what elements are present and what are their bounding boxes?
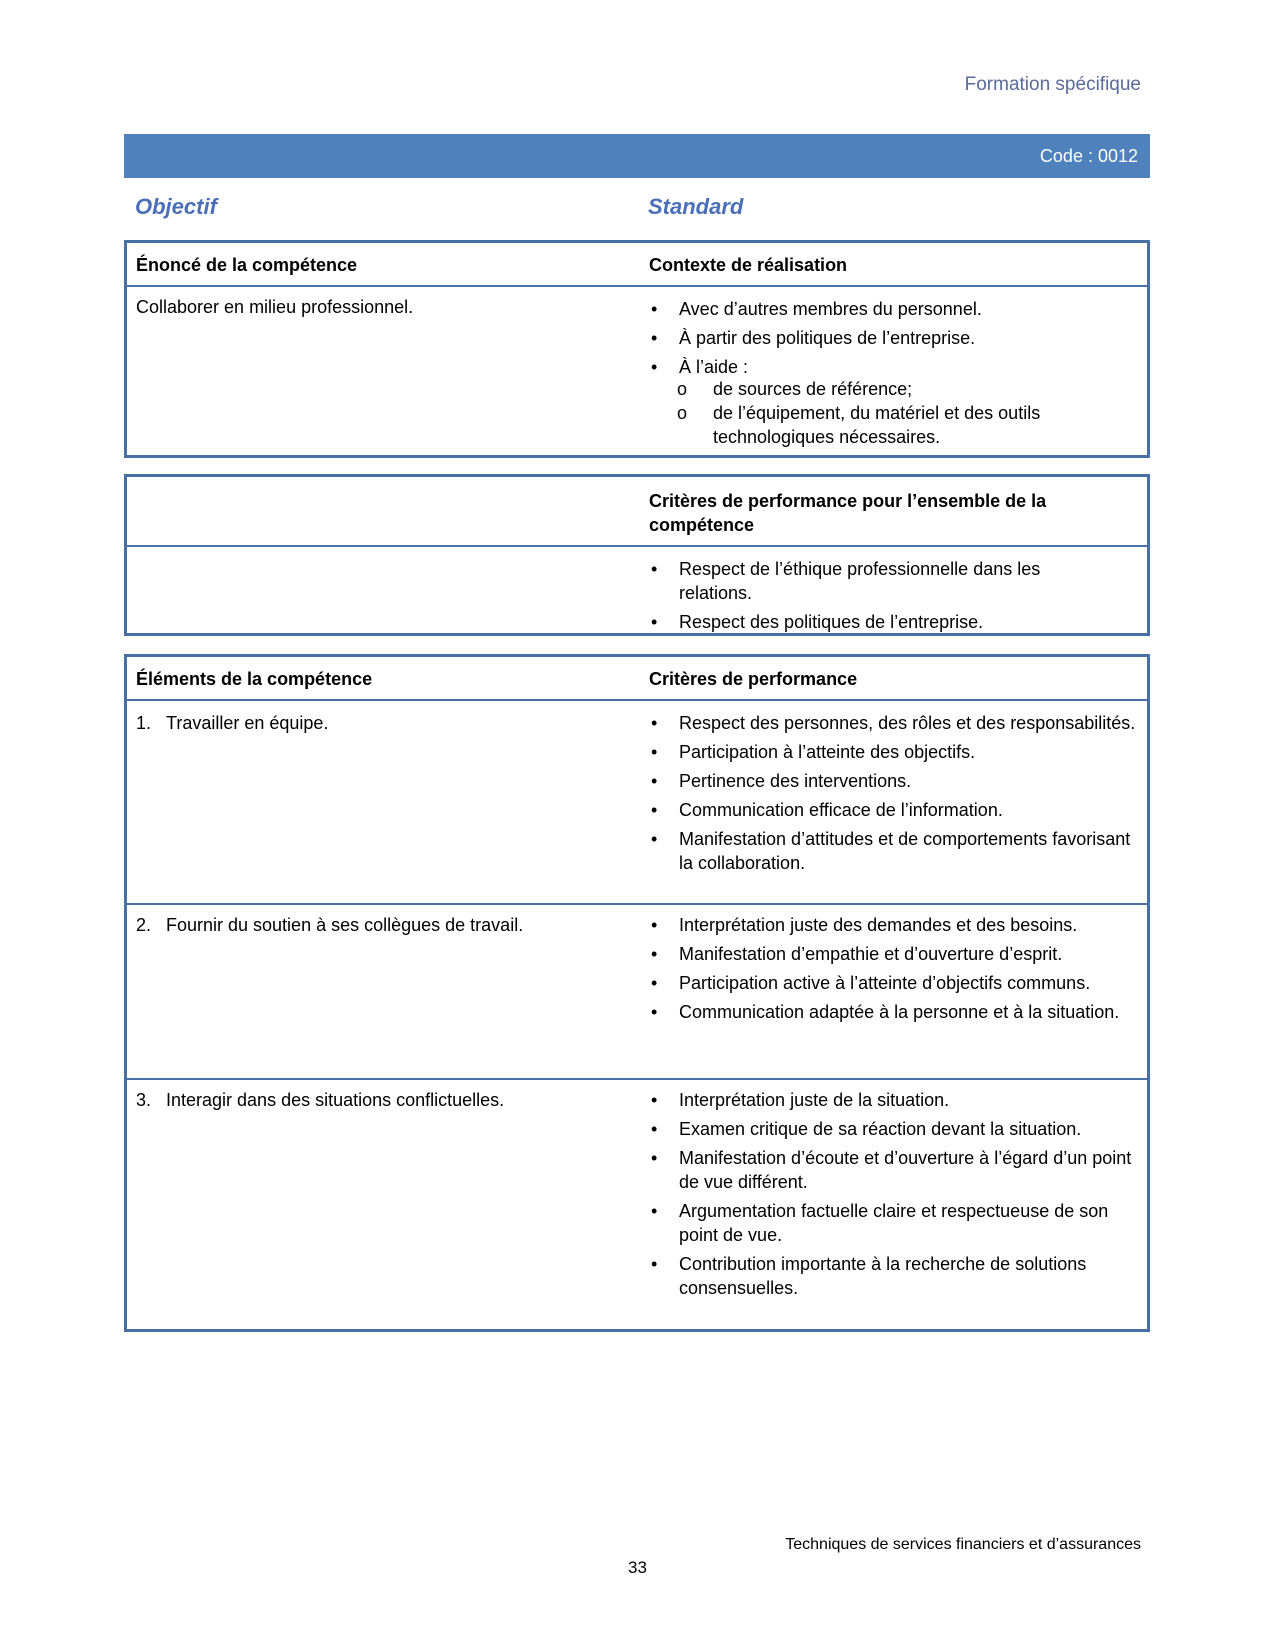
element-label: 1. Travailler en équipe. [136, 713, 329, 733]
bullet-icon: • [651, 1119, 658, 1139]
competence-statement: Collaborer en milieu professionnel. [136, 297, 414, 317]
bullet-icon: • [651, 1201, 658, 1221]
bullet-icon: • [651, 713, 658, 733]
bullet-icon: • [651, 1148, 658, 1168]
bullet-icon: • [651, 559, 658, 579]
competence-code: Code : 0012 [1039, 146, 1138, 166]
elements-criteria-table [124, 654, 1150, 1332]
criteria-list [649, 1088, 1147, 1305]
context-list [649, 297, 1119, 449]
bullet-icon: • [651, 1002, 658, 1022]
criteria-list [649, 913, 1147, 1029]
list-item: • Manifestation d’attitudes et de comportements favorisant la collaboration. [651, 829, 1131, 873]
competence-context-table [124, 240, 1150, 458]
table-header-row [127, 243, 1147, 287]
context-header: Contexte de réalisation [649, 255, 848, 275]
list-item: • Contribution importante à la recherche de solutions consensuelles. [651, 1254, 1087, 1298]
bullet-icon: • [651, 915, 658, 935]
footer-program: Techniques de services financiers et d’assurances [785, 1536, 1141, 1553]
list-item: • Respect de l’éthique professionnelle dans les relations. [651, 559, 1041, 603]
standard-heading: Standard [648, 194, 744, 219]
element-label: 2. Fournir du soutien à ses collègues de travail. [136, 915, 524, 935]
list-item: • Interprétation juste des demandes et des besoins. [651, 915, 1078, 935]
overall-criteria-header: Critères de performance pour l’ensemble de la compétence [649, 491, 1047, 535]
bullet-icon: • [651, 1090, 658, 1110]
list-item: • Manifestation d’écoute et d’ouverture à l’égard d’un point de vue différent. [651, 1148, 1132, 1192]
table-header-row [127, 657, 1147, 701]
sub-list-item: o de sources de référence; [677, 379, 913, 399]
overall-criteria-table [124, 474, 1150, 636]
page-number: 33 [628, 1558, 647, 1577]
list-item: • À l’aide : [651, 357, 749, 377]
circle-bullet-icon: o [677, 379, 688, 399]
list-item: • Participation active à l’atteinte d’objectifs communs. [651, 973, 1091, 993]
table-row [127, 1080, 1147, 1328]
list-item: • Manifestation d’empathie et d’ouverture d’esprit. [651, 944, 1063, 964]
list-item: • Participation à l’atteinte des objectifs. [651, 742, 976, 762]
objectif-heading: Objectif [135, 194, 217, 219]
bullet-icon: • [651, 944, 658, 964]
list-item: • Avec d’autres membres du personnel. [651, 299, 982, 319]
performance-criteria-header: Critères de performance [649, 669, 858, 689]
list-item: • Communication efficace de l’information. [651, 800, 1003, 820]
overall-criteria-list [649, 557, 1109, 639]
element-label: 3. Interagir dans des situations conflictuelles. [136, 1090, 505, 1110]
bullet-icon: • [651, 612, 658, 632]
bullet-icon: • [651, 742, 658, 762]
bullet-icon: • [651, 829, 658, 849]
elements-header: Éléments de la compétence [136, 669, 373, 689]
list-item: • Pertinence des interventions. [651, 771, 912, 791]
bullet-icon: • [651, 973, 658, 993]
objective-standard-row [124, 192, 1150, 222]
bullet-icon: • [651, 299, 658, 319]
competence-statement-header: Énoncé de la compétence [136, 255, 358, 275]
list-item: • Respect des personnes, des rôles et des responsabilités. [651, 713, 1136, 733]
bullet-icon: • [651, 328, 658, 348]
code-bar [124, 134, 1150, 178]
table-header-row [127, 477, 1147, 547]
sub-list-item: o de l’équipement, du matériel et des outils technologiques nécessaires. [677, 403, 1041, 447]
table-row [127, 905, 1147, 1080]
list-item: • Communication adaptée à la personne et à la situation. [651, 1002, 1120, 1022]
list-item: • Examen critique de sa réaction devant la situation. [651, 1119, 1082, 1139]
list-item: • Interprétation juste de la situation. [651, 1090, 950, 1110]
table-row [127, 701, 1147, 905]
list-item: • À partir des politiques de l’entreprise. [651, 328, 976, 348]
criteria-list [649, 711, 1147, 880]
list-item: • Respect des politiques de l’entreprise. [651, 612, 984, 632]
bullet-icon: • [651, 771, 658, 791]
bullet-icon: • [651, 357, 658, 377]
bullet-icon: • [651, 1254, 658, 1274]
document-section-title: Formation spécifique [964, 74, 1141, 95]
list-item: • Argumentation factuelle claire et respectueuse de son point de vue. [651, 1201, 1109, 1245]
circle-bullet-icon: o [677, 403, 688, 423]
bullet-icon: • [651, 800, 658, 820]
